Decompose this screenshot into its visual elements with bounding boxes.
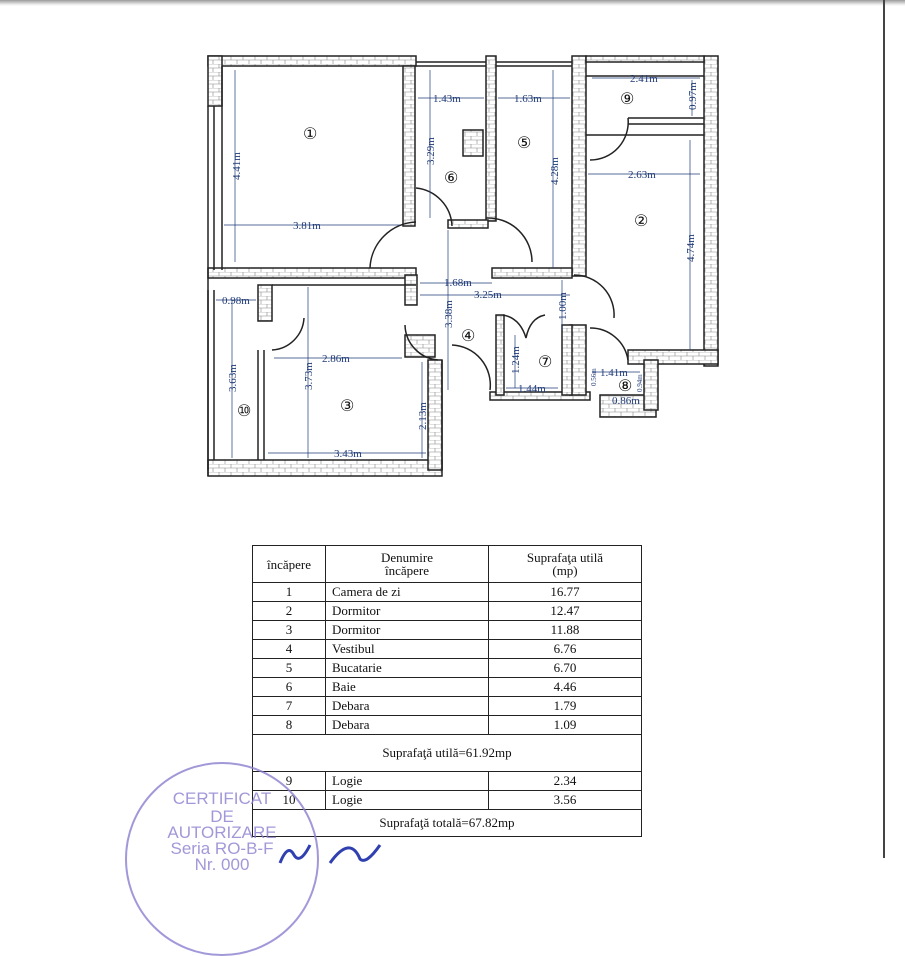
- header-room-number: încăpere: [253, 546, 326, 583]
- dim-r4-width-a: 1.68m: [444, 277, 472, 289]
- table-row: 4 Vestibul 6.76: [253, 640, 642, 659]
- header-area: Suprafaţa utilă (mp): [489, 546, 642, 583]
- table-header-row: [253, 546, 642, 583]
- dim-r4-door: 1.00m: [557, 292, 569, 320]
- room-9-label: ⑨: [620, 91, 635, 108]
- table-row: 6 Baie 4.46: [253, 678, 642, 697]
- signature: [270, 835, 410, 865]
- room-2-label: ②: [634, 213, 649, 230]
- dim-r3-width-top: 2.86m: [322, 353, 350, 365]
- table-row: 7 Debara 1.79: [253, 697, 642, 716]
- dim-r10-width: 0.98m: [222, 295, 250, 307]
- dim-r4-height: 3.38m: [443, 300, 455, 328]
- table-row: 2 Dormitor 12.47: [253, 602, 642, 621]
- dim-r2-width: 2.63m: [628, 169, 656, 181]
- stamp-line-1: CERTIFICAT: [172, 789, 272, 808]
- dim-r8-side-left: 0.56m: [590, 368, 598, 386]
- room-3-label: ③: [340, 398, 355, 415]
- dim-r8-side-right: 0.94m: [636, 374, 644, 392]
- dim-r5-width: 1.63m: [514, 93, 542, 105]
- subtotal-row: Suprafaţă utilă=61.92mp: [253, 735, 642, 772]
- room-7-label: ⑦: [538, 354, 553, 371]
- dim-r2-height: 4.74m: [685, 234, 697, 262]
- dim-r7-width: 1.44m: [518, 383, 546, 395]
- dim-r10-height: 3.63m: [227, 364, 239, 392]
- dim-r8-width-top: 1.41m: [600, 367, 628, 379]
- dim-r9-width: 2.41m: [630, 73, 658, 85]
- table-row: 5 Bucatarie 6.70: [253, 659, 642, 678]
- room-4-label: ④: [461, 328, 476, 345]
- dim-r3-height: 3.73m: [303, 362, 315, 390]
- room-8-label: ⑧: [618, 378, 633, 395]
- dim-r9-height: 0.97m: [687, 82, 699, 110]
- dim-r4-width-b: 3.25m: [474, 289, 502, 301]
- room-1-label: ①: [303, 126, 318, 143]
- table-row: 8 Debara 1.09: [253, 716, 642, 735]
- dim-r3-side: 2.13m: [417, 402, 429, 430]
- dim-r3-width-bottom: 3.43m: [334, 448, 362, 460]
- header-room-name: Denumire încăpere: [326, 546, 489, 583]
- dim-r8-width-bottom: 0.86m: [612, 395, 640, 407]
- room-10-label: ⑩: [237, 403, 252, 420]
- stamp-line-2: DE: [210, 807, 234, 826]
- dim-r6-height: 3.29m: [425, 137, 437, 165]
- total-row: Suprafaţă totală=67.82mp: [253, 810, 642, 837]
- stamp-line-4: Seria RO-B-F: [170, 839, 274, 858]
- room-6-label: ⑥: [444, 170, 459, 187]
- stamp-line-5: Nr. 000: [194, 855, 250, 874]
- dim-r7-height: 1.24m: [510, 346, 522, 374]
- table-row: 3 Dormitor 11.88: [253, 621, 642, 640]
- table-row: 9 Logie 2.34: [253, 772, 642, 791]
- dim-r1-height: 4.41m: [231, 152, 243, 180]
- dim-r1-width: 3.81m: [293, 220, 321, 232]
- room-5-label: ⑤: [517, 135, 532, 152]
- dim-r6-width: 1.43m: [433, 93, 461, 105]
- exterior-walls: [208, 56, 718, 476]
- table-row: 10 Logie 3.56: [253, 791, 642, 810]
- dim-r5-height: 4.28m: [549, 157, 561, 185]
- table-row: 1 Camera de zi 16.77: [253, 583, 642, 602]
- stamp-line-3: AUTORIZARE: [167, 823, 277, 842]
